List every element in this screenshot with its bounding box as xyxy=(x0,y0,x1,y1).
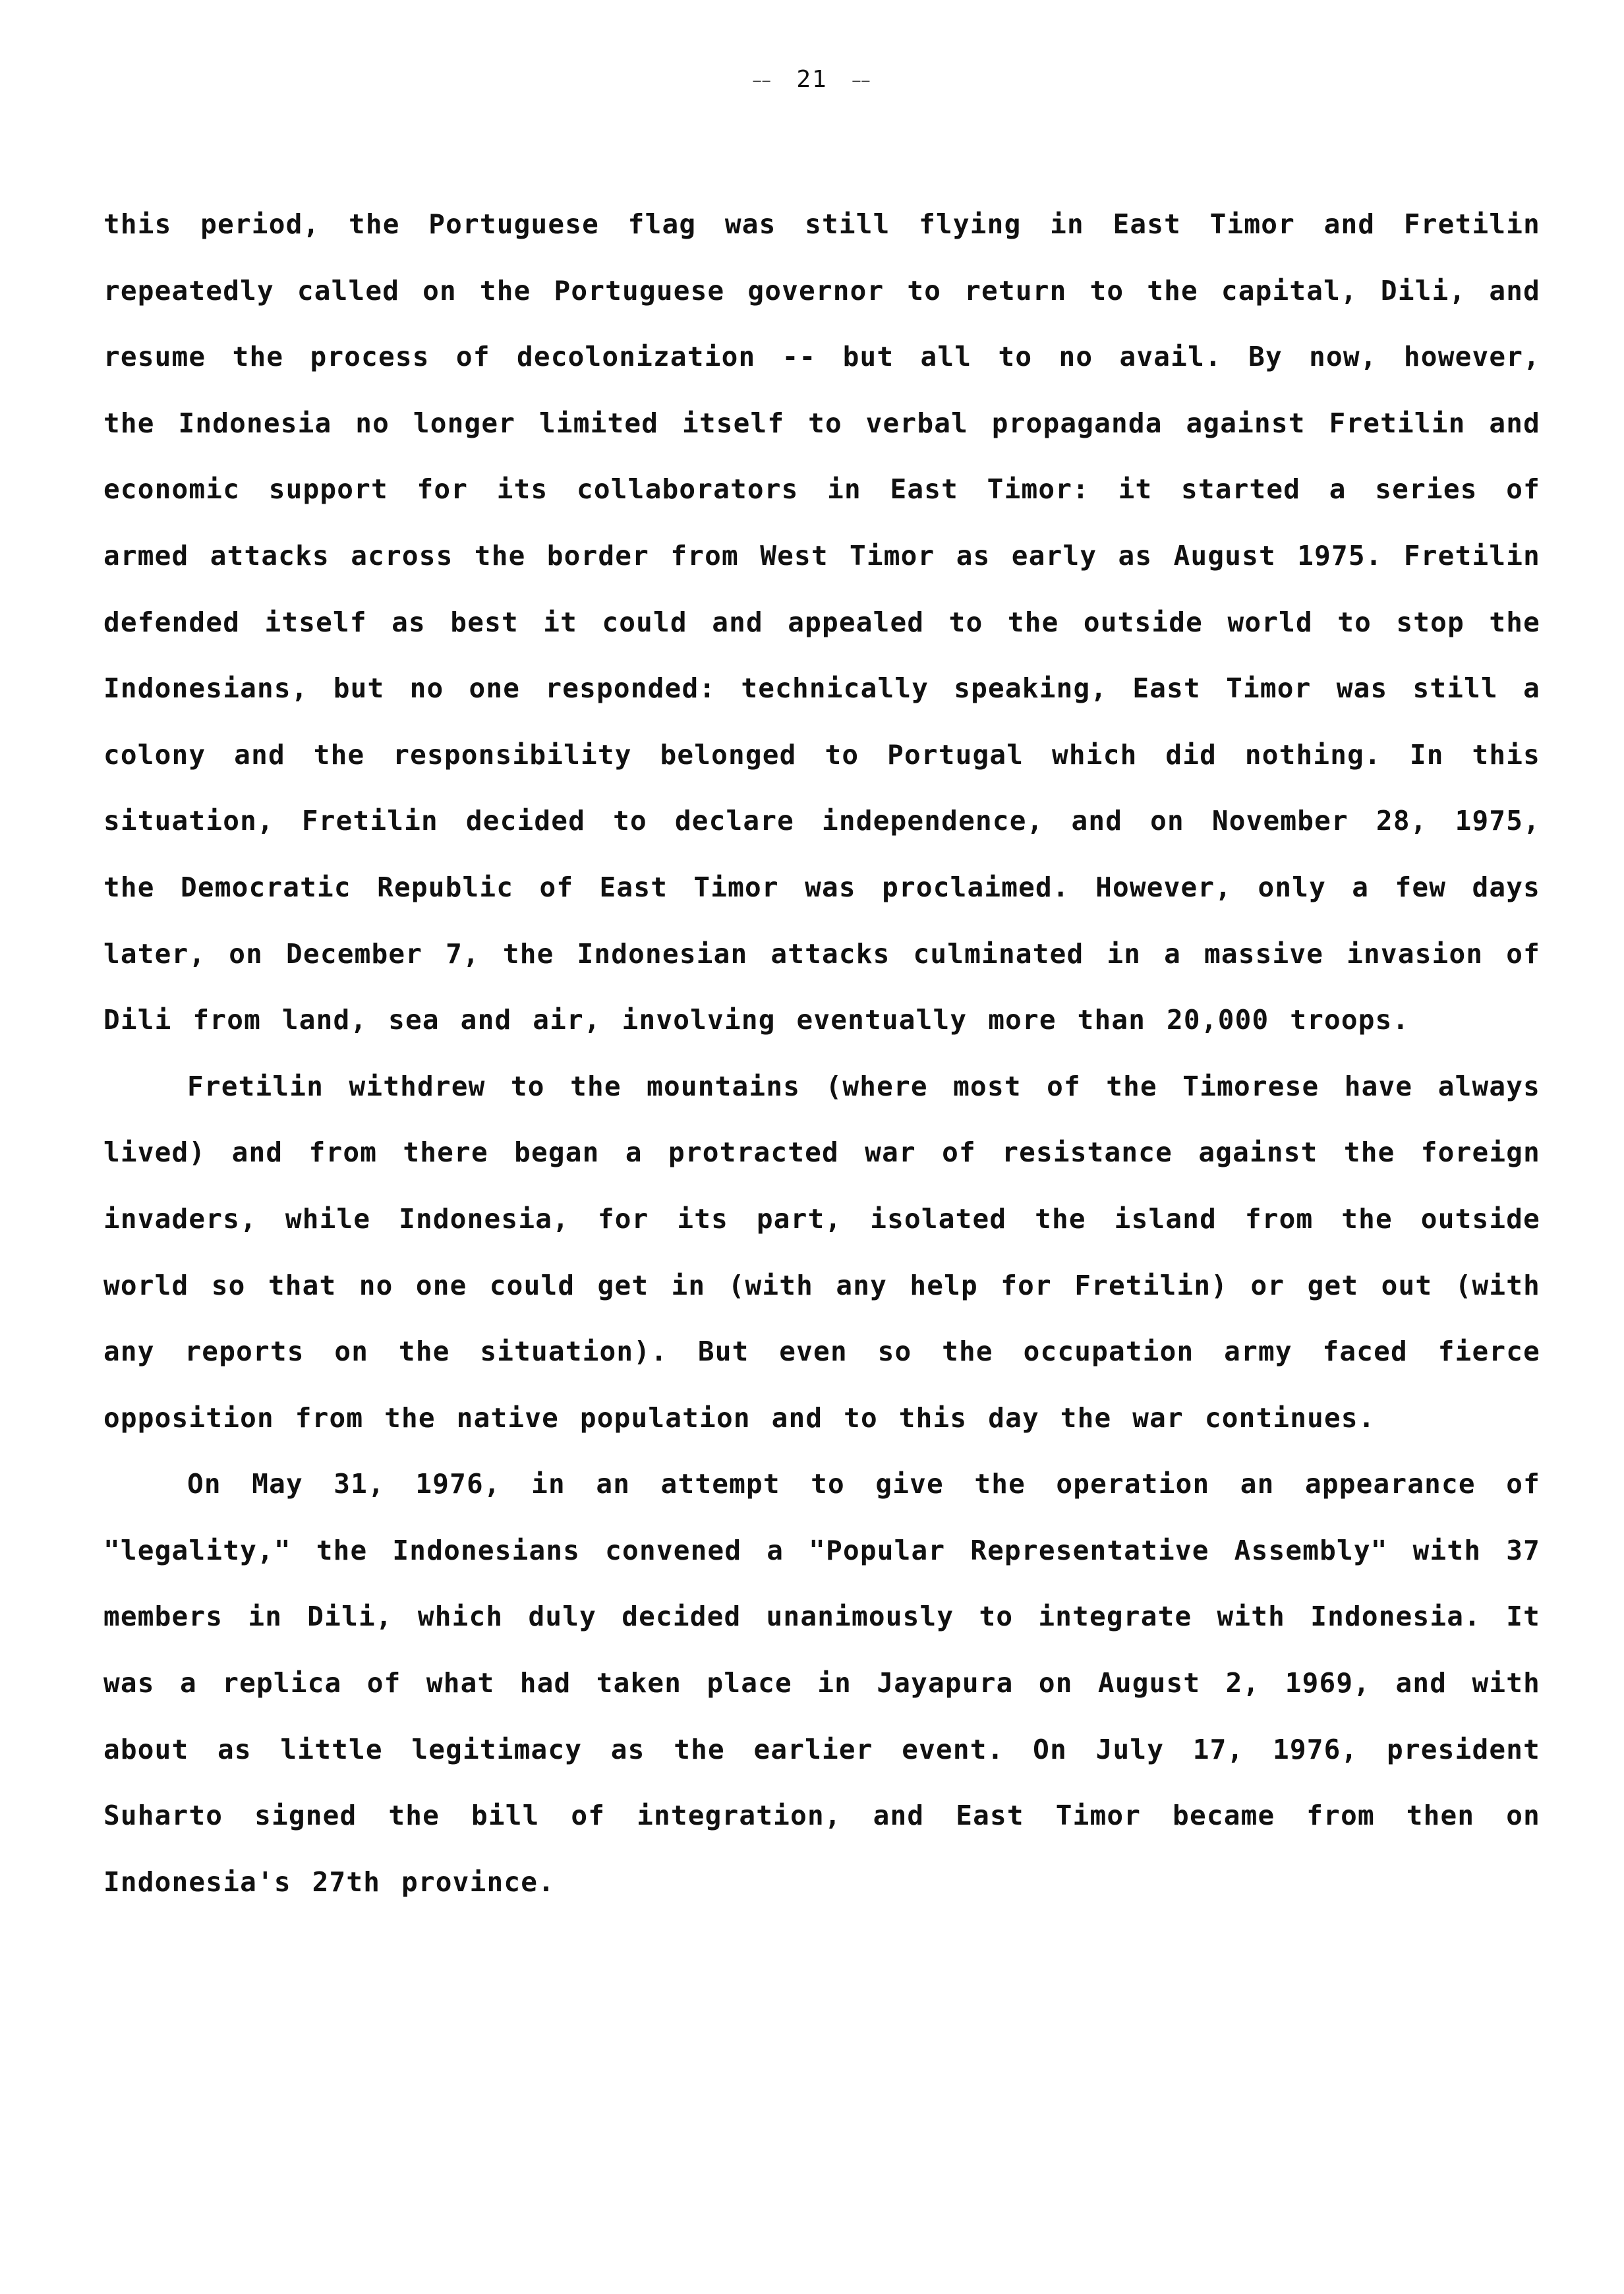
page-number-value: 21 xyxy=(796,66,828,93)
page-number xyxy=(0,66,1624,93)
page-number-dash-right: —— xyxy=(852,73,871,88)
page-number-dash-left: —— xyxy=(753,73,772,88)
paragraph-3: On May 31, 1976, in an attempt to give the operation an appearance of "legality," the Indonesians convened a "Popular Representative Assembly" with 37 members in Dili, which duly decided unanimously to integrate with Indonesia. It was a replica of what had taken place in Jayapura on August 2, 1969, and with about as little legitimacy as the earlier event. On July 17, 1976, president Suharto signed the bill of integration, and East Timor became from then on Indonesia's 27th province. xyxy=(103,1468,1540,1898)
paragraph-2: Fretilin withdrew to the mountains (where most of the Timorese have always lived) and from there began a protracted war of resistance against the foreign invaders, while Indonesia, for its part, isolated the island from the outside world so that no one could get in (with any help for Fretilin) or get out (with any reports on the situation). But even so the occupation army faced fierce opposition from the native population and to this day the war continues. xyxy=(103,1070,1540,1434)
document-body xyxy=(103,191,1540,1915)
paragraph-1: this period, the Portuguese flag was still flying in East Timor and Fretilin repeatedly called on the Portuguese governor to return to the capital, Dili, and resume the process of decolonization -- but all to no avail. By now, however, the Indonesia no longer limited itself to verbal propaganda against Fretilin and economic support for its collaborators in East Timor: it started a series of armed attacks across the border from West Timor as early as August 1975. Fretilin defended itself as best it could and appealed to the outside world to stop the Indonesians, but no one responded: technically speaking, East Timor was still a colony and the responsibility belonged to Portugal which did nothing. In this situation, Fretilin decided to declare independence, and on November 28, 1975, the Democratic Republic of East Timor was proclaimed. However, only a few days later, on December 7, the Indonesian attacks culminated in a massive invasion of Dili from land, sea and air, involving eventually more than 20,000 troops. xyxy=(103,208,1540,1036)
